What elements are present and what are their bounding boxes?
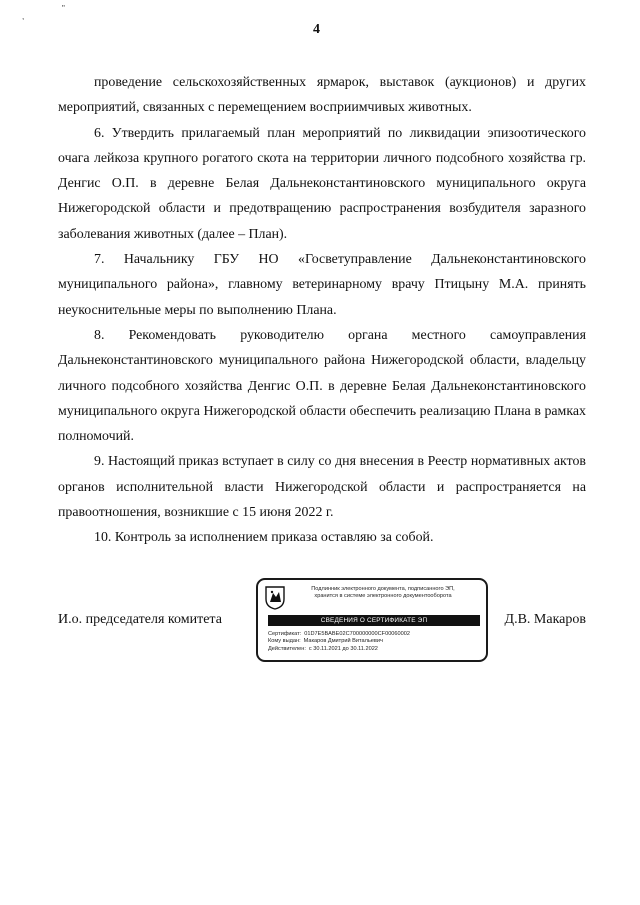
validity-label: Действителен: bbox=[268, 645, 306, 652]
stamp-certificate-details bbox=[268, 631, 482, 653]
paragraph-item-7: 7. Начальнику ГБУ НО «Госветуправление Дальнеконстантиновского муниципального района», главному ветеринарному врачу Птицыну М.А. принять неукоснительные меры по выполнению Плана. bbox=[58, 252, 586, 318]
scan-artifact: , bbox=[22, 12, 25, 21]
page-number: 4 bbox=[313, 22, 320, 37]
certificate-value: 01D7E5BABE02C700000000CF00060002 bbox=[304, 631, 410, 637]
issued-to-label: Кому выдан: bbox=[268, 638, 301, 645]
stamp-header-line: Подлинник электронного документа, подписанного ЭП, bbox=[311, 586, 455, 592]
issued-to-value: Макаров Дмитрий Витальевич bbox=[303, 638, 383, 645]
electronic-signature-stamp bbox=[256, 578, 488, 662]
validity-value: с 30.11.2021 до 30.11.2022 bbox=[308, 645, 378, 652]
document-body bbox=[58, 70, 586, 551]
paragraph-continuation: проведение сельскохозяйственных ярмарок, выставок (аукционов) и других мероприятий, связанных с перемещением восприимчивых животных. bbox=[58, 75, 586, 116]
signature-block bbox=[58, 578, 586, 668]
issued-to-row bbox=[268, 638, 482, 645]
validity-row bbox=[268, 646, 482, 653]
stamp-header-line: хранится в системе электронного документооборота bbox=[314, 593, 452, 599]
signer-position: И.о. председателя комитета bbox=[58, 612, 222, 627]
scan-artifact: " bbox=[62, 4, 65, 13]
stamp-header bbox=[288, 586, 478, 600]
paragraph-item-9: 9. Настоящий приказ вступает в силу со дня внесения в Реестр нормативных актов органов исполнительной власти Нижегородской области и распространяется на правоотношения, возникшие с 15 июня 2022 г. bbox=[58, 454, 586, 521]
coat-of-arms-icon bbox=[264, 586, 286, 610]
paragraph-item-10: 10. Контроль за исполнением приказа оставляю за собой. bbox=[94, 530, 434, 546]
paragraph-item-8: 8. Рекомендовать руководителю органа местного самоуправления Дальнеконстантиновского муниципального района Нижегородской области, владельцу личного подсобного хозяйства Денгис О.П. в деревне Белая Дальнеконстантиновского муниципального округа Нижегородской области обеспечить реализацию Плана в рамках полномочий. bbox=[58, 327, 586, 445]
signer-name: Д.В. Макаров bbox=[504, 612, 586, 627]
paragraph-item-6: 6. Утвердить прилагаемый план мероприятий по ликвидации эпизоотического очага лейкоза крупного рогатого скота на территории личного подсобного хозяйства гр. Денгис О.П. в деревне Белая Дальнеконстантиновского муниципального округа Нижегородской области и предотвращению распространения возбудителя заразного заболевания животных (далее – План). bbox=[58, 125, 586, 242]
stamp-title-bar: СВЕДЕНИЯ О СЕРТИФИКАТЕ ЭП bbox=[268, 615, 480, 626]
certificate-label: Сертификат: bbox=[268, 631, 302, 637]
